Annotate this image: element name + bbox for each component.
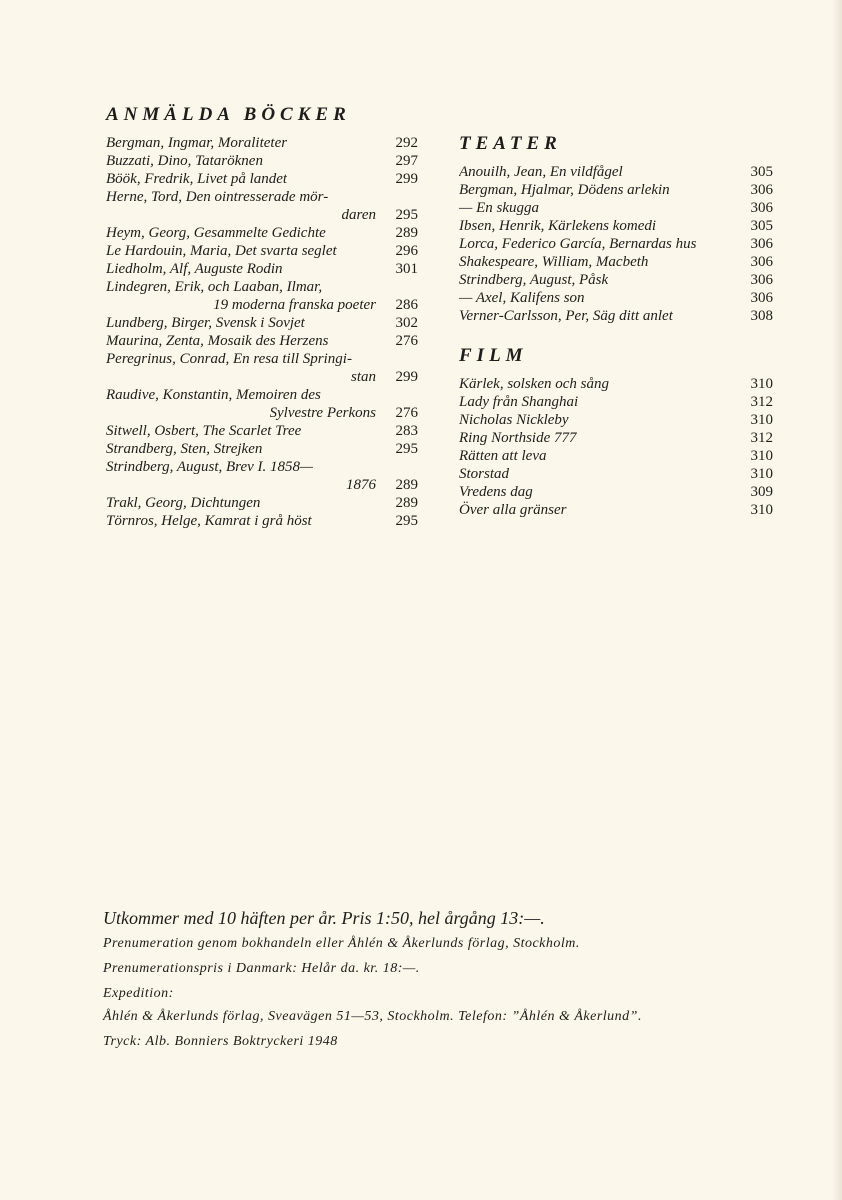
page-number: 283 bbox=[395, 423, 418, 439]
entry-text: Liedholm, Alf, Auguste Rodin bbox=[106, 261, 283, 277]
entry-line bbox=[106, 314, 418, 332]
page-number: 286 bbox=[395, 297, 418, 313]
list-item bbox=[459, 217, 773, 235]
entry-line bbox=[459, 181, 773, 199]
page-number: 295 bbox=[395, 441, 418, 457]
list-item bbox=[106, 278, 418, 314]
list-item bbox=[459, 375, 773, 393]
printer-info: Tryck: Alb. Bonniers Boktryckeri 1948 bbox=[103, 1034, 338, 1049]
list-item bbox=[106, 224, 418, 242]
entry-line bbox=[106, 296, 418, 314]
entry-text: Heym, Georg, Gesammelte Gedichte bbox=[106, 225, 326, 241]
entry-line bbox=[106, 242, 418, 260]
page-number: 276 bbox=[395, 333, 418, 349]
entry-line bbox=[106, 440, 418, 458]
entry-text: — En skugga bbox=[459, 200, 539, 216]
entry-text: Över alla gränser bbox=[459, 502, 567, 518]
page-number: 306 bbox=[750, 272, 773, 288]
list-item bbox=[106, 260, 418, 278]
entry-line bbox=[459, 235, 773, 253]
page-number: 301 bbox=[395, 261, 418, 277]
page-number: 306 bbox=[750, 236, 773, 252]
heading-teater: TEATER bbox=[459, 133, 562, 154]
entry-text: Anouilh, Jean, En vildfågel bbox=[459, 164, 623, 180]
entry-text: 19 moderna franska poeter bbox=[213, 297, 376, 313]
entry-line bbox=[459, 483, 773, 501]
list-item bbox=[459, 429, 773, 447]
expedition-address: Åhlén & Åkerlunds förlag, Sveavägen 51—53, Stockholm. Telefon: ”Åhlén & Åkerlund”. bbox=[103, 1009, 642, 1024]
entry-text: Trakl, Georg, Dichtungen bbox=[106, 495, 261, 511]
entry-line bbox=[459, 307, 773, 325]
list-item bbox=[459, 447, 773, 465]
list-item bbox=[106, 440, 418, 458]
list-item bbox=[459, 483, 773, 501]
entry-line bbox=[106, 350, 418, 368]
page-number: 302 bbox=[395, 315, 418, 331]
entry-line bbox=[106, 476, 418, 494]
entry-text: Raudive, Konstantin, Memoiren des bbox=[106, 387, 321, 403]
list-item bbox=[106, 458, 418, 494]
page-edge-shadow bbox=[832, 0, 842, 1200]
entry-text: Maurina, Zenta, Mosaik des Herzens bbox=[106, 333, 329, 349]
page-number: 309 bbox=[750, 484, 773, 500]
page-number: 310 bbox=[750, 502, 773, 518]
entry-text: Storstad bbox=[459, 466, 510, 482]
entry-text: Nicholas Nickleby bbox=[459, 412, 569, 428]
entry-line bbox=[106, 152, 418, 170]
entry-text: Rätten att leva bbox=[459, 448, 547, 464]
entry-line bbox=[459, 163, 773, 181]
page-number: 310 bbox=[750, 376, 773, 392]
list-item bbox=[459, 163, 773, 181]
list-item bbox=[106, 422, 418, 440]
list-item bbox=[459, 307, 773, 325]
page-number: 289 bbox=[395, 477, 418, 493]
entry-line bbox=[459, 217, 773, 235]
entry-text: Lady från Shanghai bbox=[459, 394, 579, 410]
entry-text: stan bbox=[350, 369, 376, 385]
entry-text: Herne, Tord, Den ointresserade mör- bbox=[106, 189, 329, 205]
entry-line bbox=[106, 206, 418, 224]
list-item bbox=[106, 494, 418, 512]
page-number: 289 bbox=[395, 225, 418, 241]
entry-line bbox=[459, 199, 773, 217]
entry-line bbox=[459, 465, 773, 483]
entry-text: Lindegren, Erik, och Laaban, Ilmar, bbox=[106, 279, 323, 295]
page-number: 292 bbox=[395, 135, 418, 151]
entry-line bbox=[106, 404, 418, 422]
entry-line bbox=[106, 224, 418, 242]
entry-line bbox=[459, 411, 773, 429]
page-number: 310 bbox=[750, 412, 773, 428]
entry-line bbox=[459, 501, 773, 519]
list-item bbox=[459, 501, 773, 519]
entry-text: Lundberg, Birger, Svensk i Sovjet bbox=[106, 315, 305, 331]
page-number: 297 bbox=[395, 153, 418, 169]
book-review-list bbox=[106, 134, 418, 530]
entry-text: — Axel, Kalifens son bbox=[459, 290, 585, 306]
entry-text: Buzzati, Dino, Tataröknen bbox=[106, 153, 263, 169]
list-item bbox=[106, 512, 418, 530]
page-number: 305 bbox=[750, 218, 773, 234]
entry-text: Vredens dag bbox=[459, 484, 533, 500]
entry-text: Ibsen, Henrik, Kärlekens komedi bbox=[459, 218, 657, 234]
entry-text: Bergman, Hjalmar, Dödens arlekin bbox=[459, 182, 670, 198]
list-item bbox=[459, 253, 773, 271]
entry-line bbox=[106, 278, 418, 296]
list-item bbox=[106, 386, 418, 422]
section-gap bbox=[459, 325, 773, 345]
page-number: 306 bbox=[750, 290, 773, 306]
entry-line bbox=[106, 458, 418, 476]
entry-line bbox=[106, 134, 418, 152]
page-number: 296 bbox=[395, 243, 418, 259]
entry-line bbox=[106, 368, 418, 386]
entry-line bbox=[106, 188, 418, 206]
entry-line bbox=[459, 429, 773, 447]
page-number: 305 bbox=[750, 164, 773, 180]
denmark-price: Prenumerationspris i Danmark: Helår da. kr. 18:—. bbox=[103, 961, 420, 976]
entry-text: Le Hardouin, Maria, Det svarta seglet bbox=[106, 243, 337, 259]
page-number: 276 bbox=[395, 405, 418, 421]
prenumeration-info: Prenumeration genom bokhandeln eller Åhlén & Åkerlunds förlag, Stockholm. bbox=[103, 936, 580, 951]
expedition-label: Expedition: bbox=[103, 986, 174, 1001]
entry-line bbox=[106, 260, 418, 278]
page-number: 308 bbox=[750, 308, 773, 324]
entry-text: Ring Northside 777 bbox=[459, 430, 577, 446]
entry-text: Sylvestre Perkons bbox=[269, 405, 376, 421]
entry-line bbox=[106, 386, 418, 404]
film-list bbox=[459, 375, 773, 519]
entry-text: Strindberg, August, Brev I. 1858— bbox=[106, 459, 314, 475]
page-number: 306 bbox=[750, 254, 773, 270]
list-item bbox=[459, 465, 773, 483]
list-item bbox=[459, 289, 773, 307]
right-column bbox=[459, 133, 773, 519]
list-item bbox=[106, 350, 418, 386]
page-number: 306 bbox=[750, 200, 773, 216]
entry-text: Sitwell, Osbert, The Scarlet Tree bbox=[106, 423, 302, 439]
list-item bbox=[106, 332, 418, 350]
list-item bbox=[106, 170, 418, 188]
page-number: 295 bbox=[395, 207, 418, 223]
entry-text: Böök, Fredrik, Livet på landet bbox=[106, 171, 288, 187]
list-item bbox=[106, 242, 418, 260]
entry-line bbox=[459, 289, 773, 307]
entry-text: Verner-Carlsson, Per, Säg ditt anlet bbox=[459, 308, 673, 324]
entry-line bbox=[459, 447, 773, 465]
page-number: 295 bbox=[395, 513, 418, 529]
entry-text: Kärlek, solsken och sång bbox=[459, 376, 609, 392]
entry-text: Strandberg, Sten, Strejken bbox=[106, 441, 263, 457]
page-number: 312 bbox=[750, 394, 773, 410]
list-item bbox=[459, 393, 773, 411]
list-item bbox=[106, 314, 418, 332]
entry-line bbox=[106, 332, 418, 350]
entry-line bbox=[106, 494, 418, 512]
entry-line bbox=[106, 512, 418, 530]
entry-line bbox=[459, 271, 773, 289]
list-item bbox=[106, 134, 418, 152]
left-column bbox=[106, 104, 418, 530]
list-item bbox=[459, 271, 773, 289]
entry-text: Bergman, Ingmar, Moraliteter bbox=[106, 135, 288, 151]
page-number: 289 bbox=[395, 495, 418, 511]
page-number: 312 bbox=[750, 430, 773, 446]
entry-text: Lorca, Federico García, Bernardas hus bbox=[459, 236, 697, 252]
heading-film: FILM bbox=[459, 345, 528, 366]
page-number: 310 bbox=[750, 448, 773, 464]
entry-line bbox=[106, 422, 418, 440]
page-number: 310 bbox=[750, 466, 773, 482]
publication-footer bbox=[103, 906, 763, 1058]
entry-line bbox=[459, 253, 773, 271]
list-item bbox=[106, 188, 418, 224]
entry-text: daren bbox=[341, 207, 376, 223]
entry-text: Peregrinus, Conrad, En resa till Springi- bbox=[106, 351, 352, 367]
list-item bbox=[459, 181, 773, 199]
list-item bbox=[459, 235, 773, 253]
list-item bbox=[459, 199, 773, 217]
list-item bbox=[459, 411, 773, 429]
entry-text: Törnros, Helge, Kamrat i grå höst bbox=[106, 513, 312, 529]
page-number: 306 bbox=[750, 182, 773, 198]
heading-anmalda-bocker: ANMÄLDA BÖCKER bbox=[106, 104, 351, 125]
theater-list bbox=[459, 163, 773, 325]
page-number: 299 bbox=[395, 171, 418, 187]
entry-line bbox=[459, 393, 773, 411]
page-number: 299 bbox=[395, 369, 418, 385]
entry-line bbox=[459, 375, 773, 393]
entry-text: 1876 bbox=[346, 477, 376, 493]
entry-text: Strindberg, August, Påsk bbox=[459, 272, 609, 288]
subscription-info: Utkommer med 10 häften per år. Pris 1:50, hel årgång 13:—. bbox=[103, 908, 545, 928]
entry-text: Shakespeare, William, Macbeth bbox=[459, 254, 649, 270]
entry-line bbox=[106, 170, 418, 188]
list-item bbox=[106, 152, 418, 170]
